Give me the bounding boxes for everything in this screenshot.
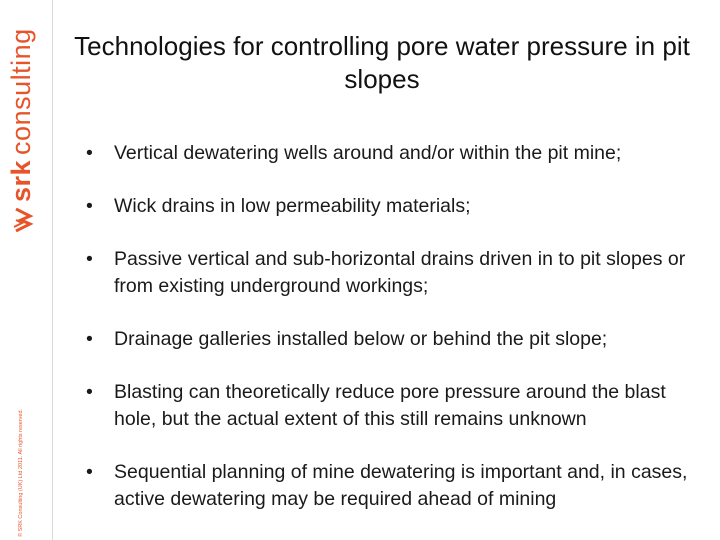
logo-wordmark xyxy=(4,28,38,232)
bullet-text: Sequential planning of mine dewatering is important and, in cases, active dewatering may be required ahead of mining xyxy=(114,461,688,510)
bullet-text: Passive vertical and sub-horizontal drains driven in to pit slopes or from existing underground workings; xyxy=(114,248,686,297)
brand-sidebar xyxy=(0,0,53,540)
slide-title: Technologies for controlling pore water pressure in pit slopes xyxy=(74,31,690,94)
logo-sub-text: consulting xyxy=(6,28,36,155)
bullet-text: Drainage galleries installed below or behind the pit slope; xyxy=(114,328,608,350)
bullet-list xyxy=(86,140,706,513)
bullet-item xyxy=(86,379,706,433)
bullet-item xyxy=(86,140,706,167)
bullet-item xyxy=(86,246,706,300)
bullet-text: Wick drains in low permeability materials; xyxy=(114,195,471,217)
copyright-notice: © SRK Consulting (UK) Ltd 2011. All rights reserved. xyxy=(18,408,24,537)
srk-logo-mark-icon xyxy=(12,208,34,232)
bullet-dot: • xyxy=(86,461,93,483)
bullet-dot: • xyxy=(86,142,93,164)
bullet-dot: • xyxy=(86,195,93,217)
bullet-dot: • xyxy=(86,381,93,403)
bullet-text: Vertical dewatering wells around and/or within the pit mine; xyxy=(114,142,622,164)
bullet-item xyxy=(86,459,706,513)
bullet-dot: • xyxy=(86,248,93,270)
logo-brand-text: srk xyxy=(6,159,36,202)
bullet-text: Blasting can theoretically reduce pore pressure around the blast hole, but the actual extent of this still remains unknown xyxy=(114,381,666,430)
bullet-item xyxy=(86,193,706,220)
bullet-item xyxy=(86,326,706,353)
bullet-dot: • xyxy=(86,328,93,350)
